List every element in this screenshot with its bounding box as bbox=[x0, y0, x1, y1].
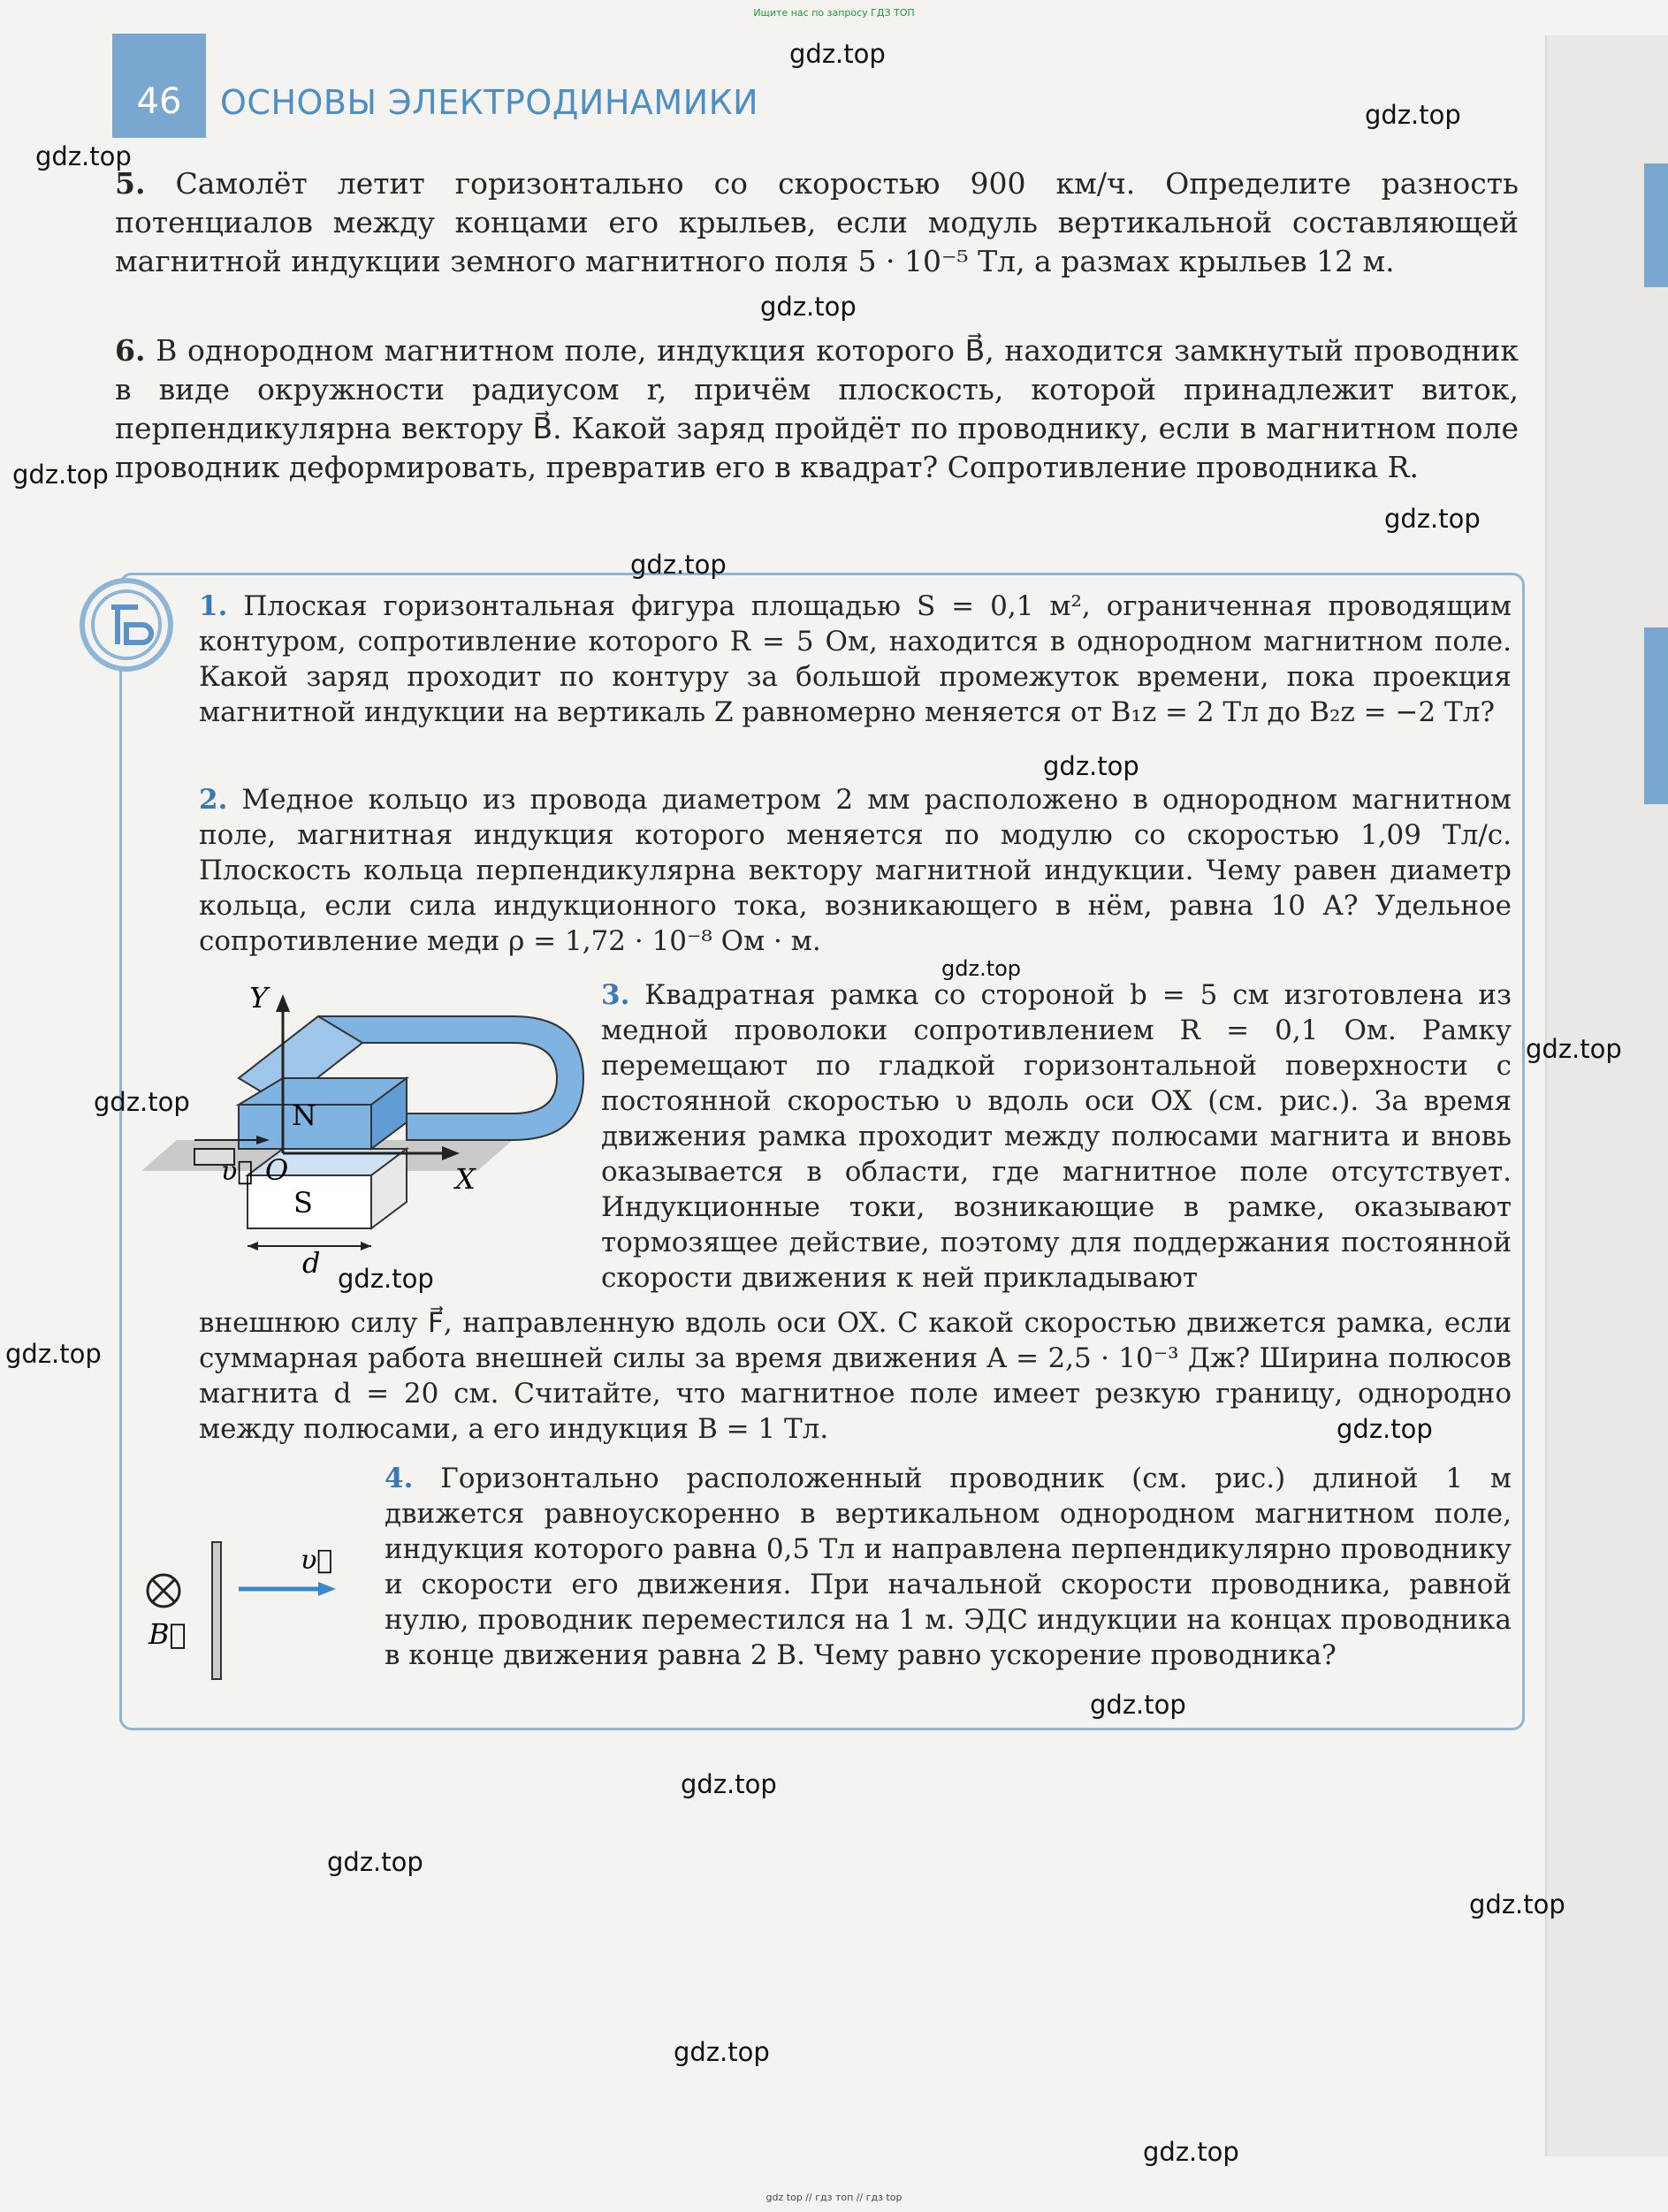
exam-task-3 bbox=[601, 977, 1512, 1296]
velocity-label: υ⃗ bbox=[301, 1545, 333, 1576]
problem-number: 6. bbox=[115, 333, 146, 368]
watermark: gdz.top bbox=[12, 460, 109, 490]
problem-text: Самолёт летит горизонтально со скоростью 900 км/ч. Определите разность потенциалов между концами его крыльев, если модуль вертикальной составляющей магнитной индукции земного магнитного поля 5 · 10⁻⁵ Тл, а размах крыльев 12 м. bbox=[115, 166, 1519, 278]
watermark: gdz.top bbox=[94, 1087, 190, 1117]
problem-number: 5. bbox=[115, 166, 146, 201]
conductor-figure bbox=[141, 1538, 354, 1688]
magnet-figure bbox=[141, 981, 601, 1281]
page-number-box bbox=[112, 34, 206, 138]
next-page-edge bbox=[1545, 35, 1668, 2156]
page-header bbox=[112, 34, 819, 138]
watermark: gdz.top bbox=[338, 1264, 434, 1294]
task-text: Горизонтально расположенный проводник (см. рис.) длиной 1 м движется равноускоренно в вертикальном однородном магнитном поле, индукция которого равна 0,5 Тл и направлена перпендикулярно проводнику и скорости его движения. При начальной скорости проводника, равной нулю, проводник переместился на 1 м. ЭДС индукции на концах проводника в конце движения равна 2 В. Чему равно ускорение проводника? bbox=[385, 1463, 1512, 1671]
task-number: 3. bbox=[601, 979, 630, 1011]
watermark: gdz.top bbox=[327, 1847, 423, 1877]
task-text: Медное кольцо из провода диаметром 2 мм расположено в однородном магнитном поле, магнитная индукция которого меняется по модулю со скоростью 1,09 Тл/с. Плоскость кольца перпендикулярна вектору магнитной индукции. Чему равен диаметр кольца, если сила индукционного тока, возникающего в нём, равна 10 А? Удельное сопротивление меди ρ = 1,72 · 10⁻⁸ Ом · м. bbox=[199, 784, 1512, 957]
watermark: gdz.top bbox=[35, 141, 132, 171]
watermark: gdz.top bbox=[1143, 2137, 1239, 2167]
problem-5 bbox=[115, 164, 1519, 281]
south-pole-label: S bbox=[293, 1186, 313, 1220]
width-label: d bbox=[302, 1246, 321, 1280]
exam-task-1 bbox=[199, 589, 1512, 730]
bottom-banner[interactable]: gdz top // гдз топ // гдз top bbox=[765, 2192, 903, 2203]
task-text: Квадратная рамка со стороной b = 5 см изготовлена из медной проволоки сопротивлением R = 0,1 Ом. Рамку перемещают по гладкой горизонтальной поверхности с постоянной скоростью υ вдоль оси OX (см. рис.). За время движения рамка проходит между полюсами магнита и вновь оказывается в области, где магнитное поле отсутствует. Индукционные токи, возникающие в рамке, оказывают тормозящее действие, поэтому для поддержания постоянной скорости движения к ней прикладывают bbox=[601, 979, 1512, 1294]
velocity-label: υ⃗ bbox=[221, 1156, 254, 1187]
watermark: gdz.top bbox=[674, 2037, 770, 2067]
watermark: gdz.top bbox=[681, 1769, 777, 1799]
next-page-tab bbox=[1644, 627, 1668, 804]
watermark: gdz.top bbox=[789, 39, 886, 69]
task-text: Плоская горизонтальная фигура площадью S = 0,1 м², ограниченная проводящим контуром, сопротивление которого R = 5 Ом, находится в однородном магнитном поле. Какой заряд проходит по контуру за большой промежуток времени, пока проекция магнитной индукции на вертикаль Z равномерно меняется от B₁z = 2 Тл до B₂z = −2 Тл? bbox=[199, 590, 1512, 728]
watermark: gdz.top bbox=[1337, 1414, 1433, 1444]
watermark: gdz.top bbox=[1526, 1034, 1622, 1064]
x-axis-label: X bbox=[455, 1162, 476, 1196]
field-label: B⃗ bbox=[149, 1617, 187, 1651]
watermark: gdz.top bbox=[941, 956, 1022, 981]
watermark: gdz.top bbox=[1043, 751, 1139, 781]
watermark: gdz.top bbox=[1365, 100, 1461, 130]
next-page-tab bbox=[1644, 163, 1668, 287]
task-number: 4. bbox=[385, 1463, 414, 1494]
problem-6 bbox=[115, 331, 1519, 487]
page-number: 46 bbox=[136, 81, 182, 122]
chapter-title: ОСНОВЫ ЭЛЕКТРОДИНАМИКИ bbox=[220, 83, 759, 122]
watermark: gdz.top bbox=[1090, 1690, 1186, 1720]
exam-task-4 bbox=[385, 1461, 1512, 1673]
origin-label: O bbox=[265, 1153, 289, 1187]
task-number: 2. bbox=[199, 784, 228, 816]
exam-logo-icon bbox=[78, 576, 175, 673]
task-number: 1. bbox=[199, 590, 228, 622]
watermark: gdz.top bbox=[760, 292, 857, 322]
y-axis-label: Y bbox=[249, 981, 269, 1015]
watermark: gdz.top bbox=[1469, 1889, 1565, 1919]
task-text: внешнюю силу F⃗, направленную вдоль оси OX. С какой скоростью движется рамка, если суммарная работа внешней силы за время движения A = 2,5 · 10⁻³ Дж? Ширина полюсов магнита d = 20 см. Считайте, что магнитное поле имеет резкую границу, однородно между полюсами, а его индукция B = 1 Тл. bbox=[199, 1307, 1512, 1445]
exam-task-3-continued bbox=[199, 1305, 1512, 1447]
north-pole-label: N bbox=[292, 1098, 316, 1132]
watermark: gdz.top bbox=[5, 1339, 102, 1369]
watermark: gdz.top bbox=[630, 550, 727, 580]
watermark: gdz.top bbox=[1384, 504, 1481, 534]
top-banner[interactable]: Ищите нас по запросу ГДЗ ТОП bbox=[753, 7, 915, 19]
problem-text: В однородном магнитном поле, индукция которого B⃗, находится замкнутый проводник в виде окружности радиусом r, причём плоскость, которой принадлежит виток, перпендикулярна вектору B⃗. Какой заряд пройдёт по проводнику, если в магнитном поле проводник деформировать, превратив его в квадрат? Сопротивление проводника R. bbox=[115, 333, 1519, 484]
exam-task-2 bbox=[199, 782, 1512, 959]
